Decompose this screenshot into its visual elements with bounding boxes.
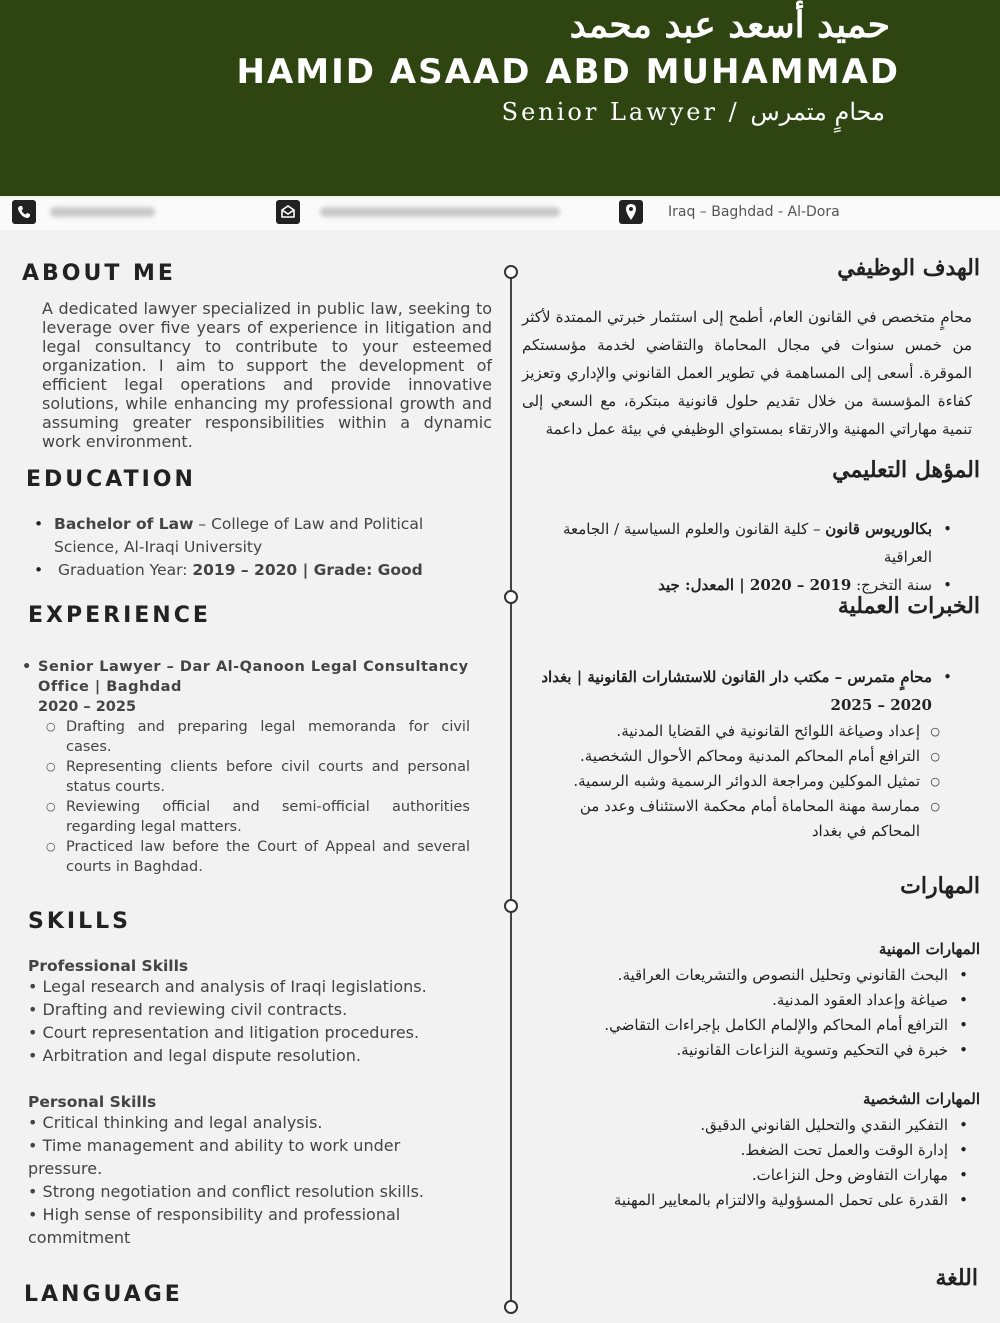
name-arabic: حميد أسعد عبد محمد	[569, 4, 890, 46]
degree-name: Bachelor of Law	[54, 515, 194, 533]
phone-icon	[12, 200, 36, 224]
header-banner	[0, 0, 1000, 196]
experience-title: • Senior Lawyer – Dar Al-Qanoon Legal Consultancy Office | Baghdad	[22, 657, 470, 697]
job-title: Senior Lawyer / محامٍ متمرس	[501, 98, 885, 126]
education-heading-ar: المؤهل التعليمي	[832, 457, 980, 483]
skill-item-ar: • الترافع أمام المحاكم والإلمام الكامل بإجراءات التقاضي.	[540, 1013, 968, 1038]
email-icon	[276, 200, 300, 224]
skill-item-ar: • التفكير النقدي والتحليل القانوني الدقيق.	[540, 1113, 968, 1138]
skill-item: • High sense of responsibility and professional commitment	[28, 1203, 448, 1249]
timeline-dot	[504, 1300, 518, 1314]
duty-item-ar: ○ ممارسة مهنة المحاماة أمام محكمة الاستئناف وعدد من المحاكم في بغداد	[540, 794, 940, 844]
duty-item: ○ Reviewing official and semi-official authorities regarding legal matters.	[46, 797, 470, 837]
about-heading: ABOUT ME	[22, 261, 176, 286]
skill-item: • Arbitration and legal dispute resolution.	[28, 1044, 468, 1067]
about-text: A dedicated lawyer specialized in public law, seeking to leverage over five years of experience in litigation and legal consultancy to contribute to your esteemed organization. I aim to support the development of efficient legal operations and provide innovative solutions, while enhancing my professional growth and assuming greater responsibilities within a dynamic work environment.	[42, 299, 492, 451]
skill-item: • Court representation and litigation procedures.	[28, 1021, 468, 1044]
skill-item: • Strong negotiation and conflict resolution skills.	[28, 1180, 448, 1203]
duty-item-ar: ○ الترافع أمام المحاكم المدنية ومحاكم الأحوال الشخصية.	[512, 744, 940, 769]
experience-years-ar: 2020 – 2025	[830, 696, 932, 714]
personal-skills-list-ar	[540, 1113, 968, 1213]
professional-skills-list	[28, 975, 468, 1067]
education-degree-item-ar	[512, 515, 952, 571]
skill-item-ar: • صياغة وإعداد العقود المدنية.	[540, 988, 968, 1013]
timeline-dot	[504, 899, 518, 913]
skill-item: • Time management and ability to work under pressure.	[28, 1134, 448, 1180]
grad-value-ar: 2019 – 2020 | المعدل: جيد	[658, 576, 852, 594]
email-redacted	[320, 207, 560, 217]
professional-skills-list-ar	[540, 963, 968, 1063]
personal-skills-list	[28, 1111, 448, 1249]
duty-item-ar: ○ تمثيل الموكلين ومراجعة الدوائر الرسمية وشبه الرسمية.	[512, 769, 940, 794]
professional-skills-ar	[540, 935, 980, 1063]
location-pin-icon	[619, 200, 643, 224]
skill-item: • Drafting and reviewing civil contracts.	[28, 998, 468, 1021]
location-text: Iraq – Baghdad - Al-Dora	[668, 204, 840, 220]
duty-item: ○ Representing clients before civil courts and personal status courts.	[46, 757, 470, 797]
grad-value: 2019 – 2020 | Grade: Good	[192, 561, 423, 579]
skill-item-ar: • خبرة في التحكيم وتسوية النزاعات القانونية.	[540, 1038, 968, 1063]
education-list	[34, 513, 474, 582]
language-heading: LANGUAGE	[24, 1282, 183, 1307]
grad-label-ar: سنة التخرج:	[851, 576, 932, 594]
objective-heading: الهدف الوظيفي	[837, 255, 980, 281]
skill-item: • Legal research and analysis of Iraqi legislations.	[28, 975, 468, 998]
education-list-ar	[512, 515, 952, 599]
experience-title-ar	[512, 663, 952, 719]
grad-label: Graduation Year:	[58, 561, 193, 579]
degree-name-ar: بكالوريوس قانون	[825, 520, 932, 538]
duty-item: ○ Drafting and preparing legal memoranda for civil cases.	[46, 717, 470, 757]
name-english: HAMID ASAAD ABD MUHAMMAD	[236, 52, 900, 92]
skill-item: • Critical thinking and legal analysis.	[28, 1111, 448, 1134]
contact-bar	[0, 198, 1000, 230]
skills-heading: SKILLS	[28, 909, 131, 934]
language-heading-ar: اللغة	[935, 1265, 978, 1291]
personal-skills-heading: Personal Skills	[28, 1093, 157, 1111]
experience-duties	[22, 717, 470, 877]
experience-title-list-ar	[512, 663, 952, 719]
personal-skills-ar	[540, 1085, 980, 1213]
duty-item: ○ Practiced law before the Court of Appeal and several courts in Baghdad.	[46, 837, 470, 877]
personal-skills-heading-ar: المهارات الشخصية	[862, 1090, 980, 1108]
experience-entry	[22, 657, 470, 877]
skill-item-ar: • القدرة على تحمل المسؤولية والالتزام بالمعايير المهنية	[540, 1188, 968, 1213]
duty-item-ar: ○ إعداد وصياغة اللوائح القانونية في القضايا المدنية.	[512, 719, 940, 744]
experience-heading: EXPERIENCE	[28, 603, 211, 628]
objective-text: محامٍ متخصص في القانون العام، أطمح إلى استثمار خبرتي الممتدة لأكثر من خمس سنوات في مجال المحاماة والتقاضي لخدمة مؤسستكم الموقرة. أسعى إلى المساهمة في تطوير العمل القانوني والإداري وتعزيز كفاءة المؤسسة من خلال تقديم حلول قانونية مبتكرة، مع السعي إلى تنمية مهاراتي المهنية والارتقاء بمستواي الوظيفي في بيئة عمل داعمة	[522, 308, 972, 438]
skill-item-ar: • إدارة الوقت والعمل تحت الضغط.	[540, 1138, 968, 1163]
professional-skills-heading-ar: المهارات المهنية	[878, 940, 980, 958]
experience-heading-ar: الخبرات العملية	[837, 593, 980, 619]
timeline-dot	[504, 265, 518, 279]
skills-heading-ar: المهارات	[900, 873, 980, 899]
experience-duties-ar	[512, 719, 952, 844]
degree-college-ar: – كلية القانون والعلوم السياسية / الجامعة العراقية	[562, 520, 932, 566]
phone-number-redacted	[50, 207, 155, 217]
education-degree-item	[34, 513, 474, 559]
degree-college: – College of Law and Political Science, Al-Iraqi University	[54, 515, 424, 556]
education-grad-item	[34, 559, 474, 582]
skill-item-ar: • مهارات التفاوض وحل النزاعات.	[540, 1163, 968, 1188]
experience-entry-ar	[512, 663, 952, 844]
skill-item-ar: • البحث القانوني وتحليل النصوص والتشريعات العراقية.	[540, 963, 968, 988]
experience-title-text-ar: محامٍ متمرس – مكتب دار القانون للاستشارات القانونية | بغداد	[541, 668, 932, 686]
professional-skills	[28, 957, 468, 1067]
professional-skills-heading: Professional Skills	[28, 957, 189, 975]
experience-years: 2020 – 2025	[38, 699, 137, 715]
education-heading: EDUCATION	[26, 467, 196, 492]
personal-skills	[28, 1093, 448, 1249]
